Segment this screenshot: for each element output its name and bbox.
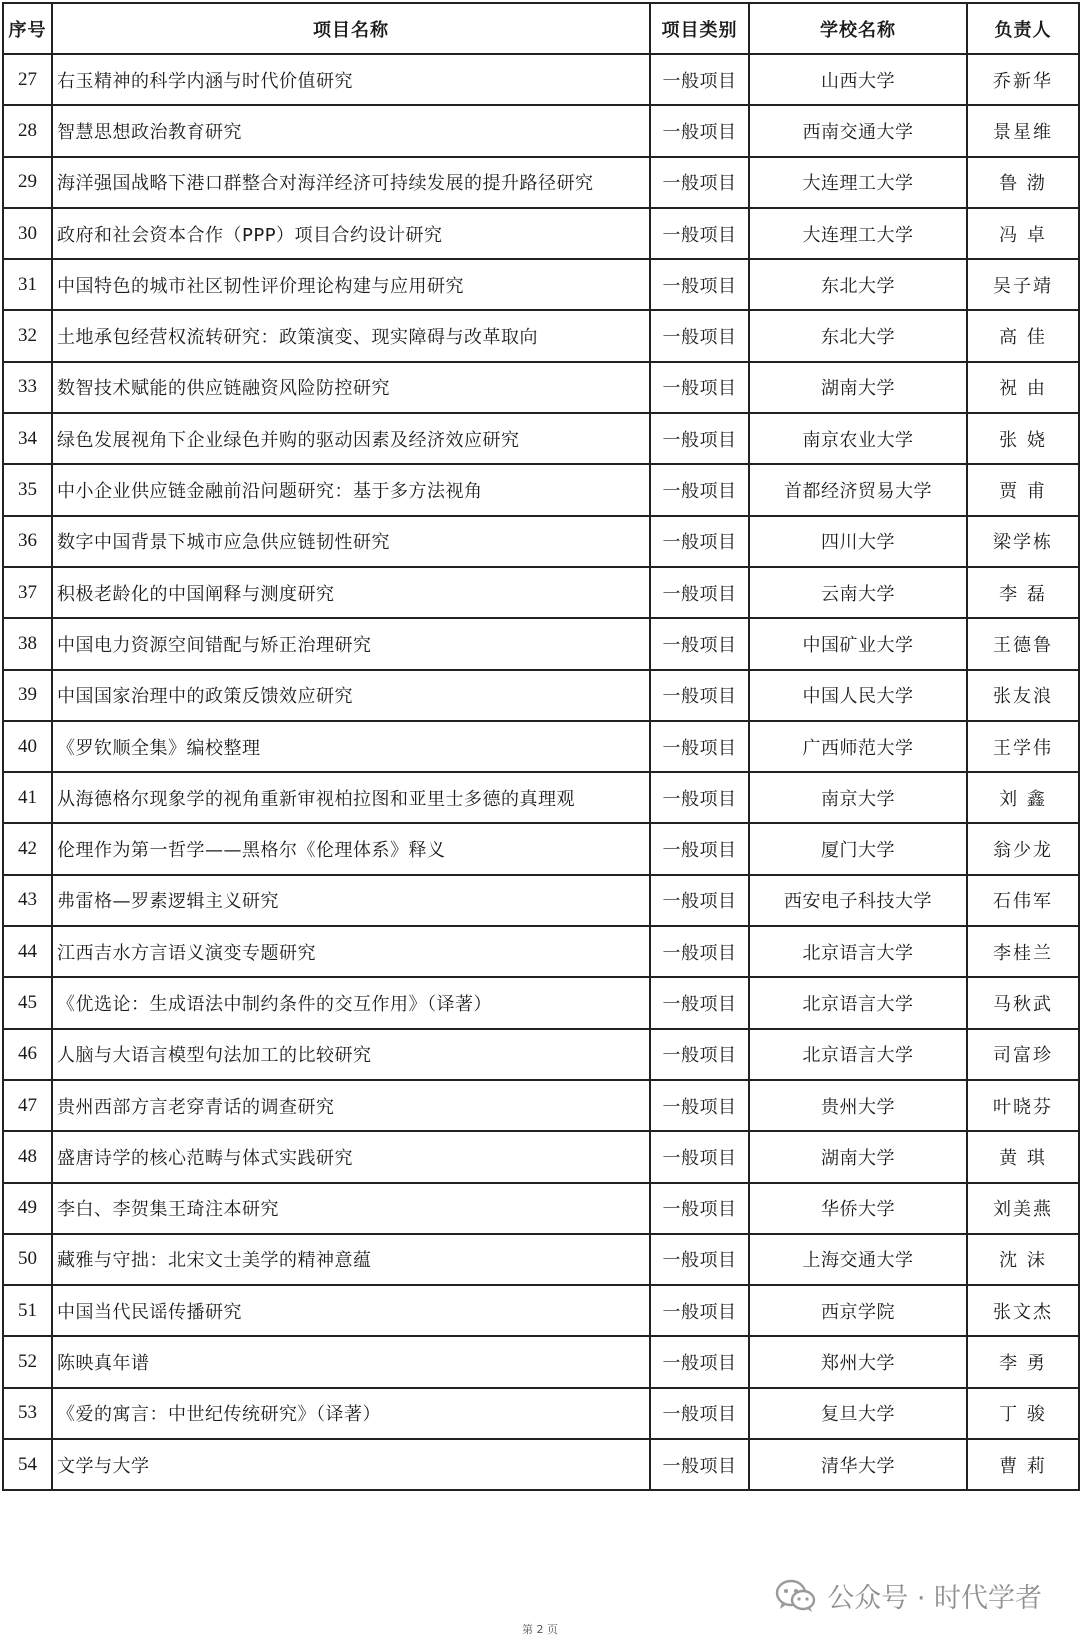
project-leader: 李桂兰 bbox=[967, 926, 1079, 977]
row-number: 38 bbox=[3, 618, 52, 669]
table-row bbox=[3, 1439, 1079, 1490]
project-category: 一般项目 bbox=[650, 1234, 749, 1285]
project-leader: 刘美燕 bbox=[967, 1183, 1079, 1234]
table-row bbox=[3, 157, 1079, 208]
project-category: 一般项目 bbox=[650, 1080, 749, 1131]
project-category: 一般项目 bbox=[650, 926, 749, 977]
table-row bbox=[3, 1388, 1079, 1439]
project-leader: 高 佳 bbox=[967, 310, 1079, 361]
project-category: 一般项目 bbox=[650, 875, 749, 926]
school-name: 四川大学 bbox=[749, 516, 967, 567]
table-row bbox=[3, 259, 1079, 310]
project-name: 文学与大学 bbox=[52, 1439, 650, 1490]
project-category: 一般项目 bbox=[650, 362, 749, 413]
header-project-name: 项目名称 bbox=[52, 3, 650, 54]
table-row bbox=[3, 721, 1079, 772]
project-category: 一般项目 bbox=[650, 157, 749, 208]
row-number: 31 bbox=[3, 259, 52, 310]
row-number: 51 bbox=[3, 1285, 52, 1336]
project-category: 一般项目 bbox=[650, 1183, 749, 1234]
table-row bbox=[3, 54, 1079, 105]
table-row bbox=[3, 105, 1079, 156]
project-name: 《罗钦顺全集》编校整理 bbox=[52, 721, 650, 772]
project-name: 中国电力资源空间错配与矫正治理研究 bbox=[52, 618, 650, 669]
table-row bbox=[3, 926, 1079, 977]
project-category: 一般项目 bbox=[650, 259, 749, 310]
project-category: 一般项目 bbox=[650, 310, 749, 361]
row-number: 27 bbox=[3, 54, 52, 105]
project-leader: 曹 莉 bbox=[967, 1439, 1079, 1490]
table-row bbox=[3, 875, 1079, 926]
project-category: 一般项目 bbox=[650, 208, 749, 259]
school-name: 上海交通大学 bbox=[749, 1234, 967, 1285]
project-leader: 梁学栋 bbox=[967, 516, 1079, 567]
project-list-table bbox=[2, 2, 1080, 1491]
project-category: 一般项目 bbox=[650, 1029, 749, 1080]
project-name: 中国特色的城市社区韧性评价理论构建与应用研究 bbox=[52, 259, 650, 310]
watermark-text: 公众号 · 时代学者 bbox=[827, 1583, 1042, 1614]
row-number: 43 bbox=[3, 875, 52, 926]
project-leader: 李 磊 bbox=[967, 567, 1079, 618]
row-number: 36 bbox=[3, 516, 52, 567]
row-number: 44 bbox=[3, 926, 52, 977]
project-category: 一般项目 bbox=[650, 1131, 749, 1182]
school-name: 湖南大学 bbox=[749, 1131, 967, 1182]
project-category: 一般项目 bbox=[650, 54, 749, 105]
school-name: 中国矿业大学 bbox=[749, 618, 967, 669]
project-leader: 马秋武 bbox=[967, 977, 1079, 1028]
project-category: 一般项目 bbox=[650, 516, 749, 567]
school-name: 广西师范大学 bbox=[749, 721, 967, 772]
project-category: 一般项目 bbox=[650, 1439, 749, 1490]
school-name: 西京学院 bbox=[749, 1285, 967, 1336]
school-name: 北京语言大学 bbox=[749, 926, 967, 977]
row-number: 41 bbox=[3, 772, 52, 823]
table-body bbox=[3, 54, 1079, 1490]
project-category: 一般项目 bbox=[650, 772, 749, 823]
project-leader: 李 勇 bbox=[967, 1336, 1079, 1387]
row-number: 28 bbox=[3, 105, 52, 156]
header-category: 项目类别 bbox=[650, 3, 749, 54]
project-category: 一般项目 bbox=[650, 1388, 749, 1439]
project-leader: 景星维 bbox=[967, 105, 1079, 156]
project-category: 一般项目 bbox=[650, 721, 749, 772]
project-name: 右玉精神的科学内涵与时代价值研究 bbox=[52, 54, 650, 105]
project-name: 积极老龄化的中国阐释与测度研究 bbox=[52, 567, 650, 618]
school-name: 西南交通大学 bbox=[749, 105, 967, 156]
project-name: 数智技术赋能的供应链融资风险防控研究 bbox=[52, 362, 650, 413]
table-row bbox=[3, 516, 1079, 567]
table-header-row bbox=[3, 3, 1079, 54]
header-no: 序号 bbox=[3, 3, 52, 54]
school-name: 郑州大学 bbox=[749, 1336, 967, 1387]
row-number: 30 bbox=[3, 208, 52, 259]
row-number: 37 bbox=[3, 567, 52, 618]
school-name: 复旦大学 bbox=[749, 1388, 967, 1439]
project-leader: 王德鲁 bbox=[967, 618, 1079, 669]
row-number: 40 bbox=[3, 721, 52, 772]
project-category: 一般项目 bbox=[650, 464, 749, 515]
project-leader: 冯 卓 bbox=[967, 208, 1079, 259]
school-name: 华侨大学 bbox=[749, 1183, 967, 1234]
project-leader: 王学伟 bbox=[967, 721, 1079, 772]
row-number: 42 bbox=[3, 823, 52, 874]
row-number: 50 bbox=[3, 1234, 52, 1285]
school-name: 东北大学 bbox=[749, 310, 967, 361]
project-leader: 张友浪 bbox=[967, 670, 1079, 721]
wechat-icon bbox=[775, 1578, 817, 1614]
table-row bbox=[3, 670, 1079, 721]
project-name: 数字中国背景下城市应急供应链韧性研究 bbox=[52, 516, 650, 567]
project-leader: 吴子靖 bbox=[967, 259, 1079, 310]
project-name: 伦理作为第一哲学——黑格尔《伦理体系》释义 bbox=[52, 823, 650, 874]
school-name: 清华大学 bbox=[749, 1439, 967, 1490]
project-name: 陈映真年谱 bbox=[52, 1336, 650, 1387]
project-category: 一般项目 bbox=[650, 618, 749, 669]
project-name: 《优选论：生成语法中制约条件的交互作用》（译著） bbox=[52, 977, 650, 1028]
school-name: 北京语言大学 bbox=[749, 1029, 967, 1080]
table-row bbox=[3, 1080, 1079, 1131]
project-name: 贵州西部方言老穿青话的调查研究 bbox=[52, 1080, 650, 1131]
row-number: 29 bbox=[3, 157, 52, 208]
project-category: 一般项目 bbox=[650, 105, 749, 156]
table-row bbox=[3, 1285, 1079, 1336]
project-leader: 乔新华 bbox=[967, 54, 1079, 105]
project-leader: 石伟军 bbox=[967, 875, 1079, 926]
table-row bbox=[3, 823, 1079, 874]
project-leader: 黄 琪 bbox=[967, 1131, 1079, 1182]
school-name: 大连理工大学 bbox=[749, 157, 967, 208]
row-number: 33 bbox=[3, 362, 52, 413]
row-number: 34 bbox=[3, 413, 52, 464]
row-number: 39 bbox=[3, 670, 52, 721]
project-name: 江西吉水方言语义演变专题研究 bbox=[52, 926, 650, 977]
school-name: 大连理工大学 bbox=[749, 208, 967, 259]
header-school: 学校名称 bbox=[749, 3, 967, 54]
watermark bbox=[775, 1576, 1042, 1615]
project-leader: 刘 鑫 bbox=[967, 772, 1079, 823]
school-name: 南京农业大学 bbox=[749, 413, 967, 464]
table-row bbox=[3, 464, 1079, 515]
school-name: 西安电子科技大学 bbox=[749, 875, 967, 926]
project-leader: 张文杰 bbox=[967, 1285, 1079, 1336]
project-name: 智慧思想政治教育研究 bbox=[52, 105, 650, 156]
table-row bbox=[3, 1183, 1079, 1234]
school-name: 山西大学 bbox=[749, 54, 967, 105]
table-row bbox=[3, 772, 1079, 823]
project-leader: 丁 骏 bbox=[967, 1388, 1079, 1439]
project-leader: 鲁 渤 bbox=[967, 157, 1079, 208]
project-name: 中国当代民谣传播研究 bbox=[52, 1285, 650, 1336]
project-name: 中国国家治理中的政策反馈效应研究 bbox=[52, 670, 650, 721]
project-name: 人脑与大语言模型句法加工的比较研究 bbox=[52, 1029, 650, 1080]
table-row bbox=[3, 208, 1079, 259]
row-number: 47 bbox=[3, 1080, 52, 1131]
table-row bbox=[3, 618, 1079, 669]
school-name: 厦门大学 bbox=[749, 823, 967, 874]
school-name: 北京语言大学 bbox=[749, 977, 967, 1028]
row-number: 35 bbox=[3, 464, 52, 515]
project-category: 一般项目 bbox=[650, 670, 749, 721]
row-number: 52 bbox=[3, 1336, 52, 1387]
row-number: 45 bbox=[3, 977, 52, 1028]
project-name: 绿色发展视角下企业绿色并购的驱动因素及经济效应研究 bbox=[52, 413, 650, 464]
table-row bbox=[3, 977, 1079, 1028]
row-number: 53 bbox=[3, 1388, 52, 1439]
project-name: 政府和社会资本合作（PPP）项目合约设计研究 bbox=[52, 208, 650, 259]
project-category: 一般项目 bbox=[650, 1285, 749, 1336]
project-leader: 祝 由 bbox=[967, 362, 1079, 413]
school-name: 中国人民大学 bbox=[749, 670, 967, 721]
project-leader: 叶晓芬 bbox=[967, 1080, 1079, 1131]
page-number: 第 2 页 bbox=[522, 1623, 558, 1636]
project-name: 弗雷格—罗素逻辑主义研究 bbox=[52, 875, 650, 926]
project-name: 盛唐诗学的核心范畴与体式实践研究 bbox=[52, 1131, 650, 1182]
table-row bbox=[3, 1029, 1079, 1080]
project-leader: 张 娆 bbox=[967, 413, 1079, 464]
row-number: 46 bbox=[3, 1029, 52, 1080]
table-row bbox=[3, 413, 1079, 464]
project-leader: 沈 沫 bbox=[967, 1234, 1079, 1285]
table-row bbox=[3, 310, 1079, 361]
header-leader: 负责人 bbox=[967, 3, 1079, 54]
school-name: 首都经济贸易大学 bbox=[749, 464, 967, 515]
row-number: 32 bbox=[3, 310, 52, 361]
project-name: 从海德格尔现象学的视角重新审视柏拉图和亚里士多德的真理观 bbox=[52, 772, 650, 823]
school-name: 云南大学 bbox=[749, 567, 967, 618]
project-leader: 司富珍 bbox=[967, 1029, 1079, 1080]
row-number: 54 bbox=[3, 1439, 52, 1490]
project-leader: 翁少龙 bbox=[967, 823, 1079, 874]
table-row bbox=[3, 567, 1079, 618]
table-row bbox=[3, 1336, 1079, 1387]
project-category: 一般项目 bbox=[650, 1336, 749, 1387]
table-row bbox=[3, 1234, 1079, 1285]
project-name: 中小企业供应链金融前沿问题研究：基于多方法视角 bbox=[52, 464, 650, 515]
project-name: 李白、李贺集王琦注本研究 bbox=[52, 1183, 650, 1234]
project-category: 一般项目 bbox=[650, 413, 749, 464]
row-number: 49 bbox=[3, 1183, 52, 1234]
school-name: 湖南大学 bbox=[749, 362, 967, 413]
school-name: 贵州大学 bbox=[749, 1080, 967, 1131]
project-leader: 贾 甫 bbox=[967, 464, 1079, 515]
table-row bbox=[3, 1131, 1079, 1182]
project-name: 《爱的寓言：中世纪传统研究》（译著） bbox=[52, 1388, 650, 1439]
school-name: 南京大学 bbox=[749, 772, 967, 823]
table-row bbox=[3, 362, 1079, 413]
project-category: 一般项目 bbox=[650, 567, 749, 618]
project-name: 土地承包经营权流转研究：政策演变、现实障碍与改革取向 bbox=[52, 310, 650, 361]
row-number: 48 bbox=[3, 1131, 52, 1182]
project-name: 藏雅与守拙：北宋文士美学的精神意蕴 bbox=[52, 1234, 650, 1285]
school-name: 东北大学 bbox=[749, 259, 967, 310]
project-category: 一般项目 bbox=[650, 823, 749, 874]
project-category: 一般项目 bbox=[650, 977, 749, 1028]
project-name: 海洋强国战略下港口群整合对海洋经济可持续发展的提升路径研究 bbox=[52, 157, 650, 208]
